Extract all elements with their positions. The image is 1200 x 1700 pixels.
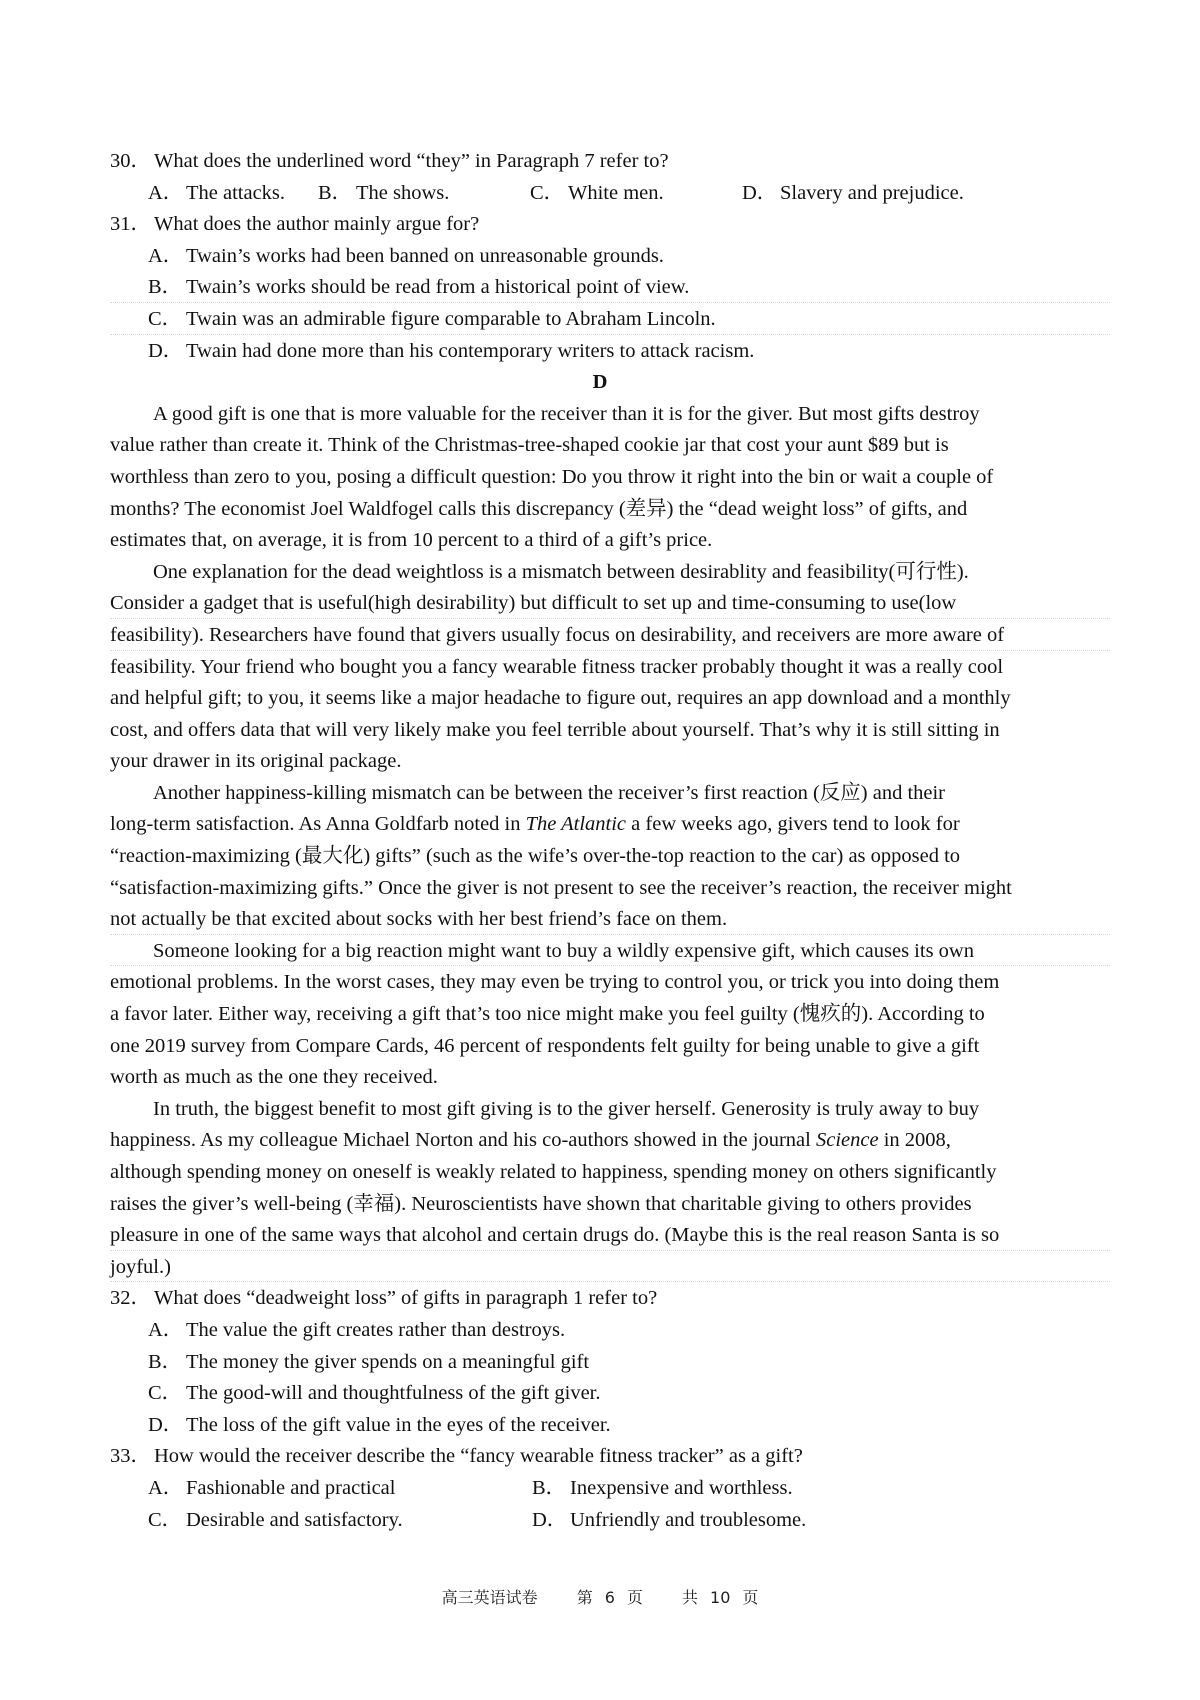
text-line: your drawer in its original package.: [110, 750, 402, 773]
section-title: D: [592, 371, 608, 394]
text-line: a favor later. Either way, receiving a gift that’s too nice might make you feel guilty (愧疚的). According to: [110, 1003, 985, 1026]
option-b: B． Inexpensive and worthless.: [532, 1476, 793, 1499]
text-line: cost, and offers data that will very likely make you feel terrible about yourself. That’s why it is still sitting in: [110, 718, 1000, 741]
question-text: How would the receiver describe the “fancy wearable fitness tracker” as a gift?: [154, 1445, 803, 1468]
text-line: “satisfaction-maximizing gifts.” Once the giver is not present to see the receiver’s reaction, the receiver might: [110, 876, 1012, 899]
total-suffix: 页: [742, 1588, 759, 1607]
question-30-options: [110, 178, 1100, 210]
option-a: A． The value the gift creates rather than destroys.: [148, 1318, 566, 1341]
text-line: feasibility. Your friend who bought you a fancy wearable fitness tracker probably thought it was a really cool: [110, 655, 1004, 678]
question-text: What does the author mainly argue for?: [154, 213, 480, 236]
question-33-options-ab: [110, 1473, 1100, 1505]
page-prefix: 第: [576, 1588, 593, 1607]
option-c: C． White men.: [530, 181, 664, 204]
text-line: One explanation for the dead weightloss is a mismatch between desirablity and feasibility(可行性).: [153, 560, 969, 583]
text-line: value rather than create it. Think of the Christmas-tree-shaped cookie jar that cost your aunt $89 but is: [110, 434, 949, 457]
passage-paragraph-4: [110, 936, 1100, 1094]
question-31: [110, 209, 1100, 241]
text-line: happiness. As my colleague Michael Norton and his co-authors showed in the journal Science in 2008,: [110, 1129, 951, 1152]
passage-paragraph-3: [110, 778, 1100, 936]
text-line: worthless than zero to you, posing a difficult question: Do you throw it right into the bin or wait a couple of: [110, 465, 994, 488]
text-line: estimates that, on average, it is from 10 percent to a third of a gift’s price.: [110, 529, 713, 552]
option-b: B． The money the giver spends on a meaningful gift: [148, 1350, 590, 1373]
text-line: raises the giver’s well-being (幸福). Neuroscientists have shown that charitable giving to others provides: [110, 1192, 972, 1215]
exam-page: [110, 146, 1100, 1536]
question-33-options-cd: [110, 1505, 1100, 1537]
text-line: months? The economist Joel Waldfogel calls this discrepancy (差异) the “dead weight loss” of gifts, and: [110, 497, 968, 520]
option-d: D． Twain had done more than his contemporary writers to attack racism.: [148, 339, 755, 362]
text-line: emotional problems. In the worst cases, they may even be trying to control you, or trick you into doing them: [110, 971, 1000, 994]
publication-title: The Atlantic: [525, 813, 627, 836]
question-number: 32．: [110, 1287, 151, 1310]
option-c: C． The good-will and thoughtfulness of the gift giver.: [148, 1382, 601, 1405]
text-line: Consider a gadget that is useful(high desirability) but difficult to set up and time-consuming to use(low: [110, 588, 1100, 620]
question-32: [110, 1283, 1100, 1315]
passage-paragraph-2: [110, 557, 1100, 778]
text-line: Another happiness-killing mismatch can be between the receiver’s first reaction (反应) and their: [153, 781, 946, 804]
passage-paragraph-5: [110, 1094, 1100, 1284]
text-line: joyful.): [110, 1252, 1100, 1284]
text-line: not actually be that excited about socks with her best friend’s face on them.: [110, 904, 1100, 936]
question-30: [110, 146, 1100, 178]
text-line: one 2019 survey from Compare Cards, 46 percent of respondents felt guilty for being unable to give a gift: [110, 1034, 980, 1057]
question-text: What does “deadweight loss” of gifts in paragraph 1 refer to?: [154, 1287, 658, 1310]
total-pages: 10: [710, 1588, 731, 1607]
text-line: feasibility). Researchers have found that givers usually focus on desirability, and receivers are more aware of: [110, 620, 1100, 652]
text-line: A good gift is one that is more valuable for the receiver than it is for the giver. But most gifts destroy: [153, 402, 980, 425]
text-line: pleasure in one of the same ways that alcohol and certain drugs do. (Maybe this is the real reason Santa is so: [110, 1220, 1100, 1252]
option-c: C． Twain was an admirable figure comparable to Abraham Lincoln.: [110, 304, 1100, 336]
text-line: although spending money on oneself is weakly related to happiness, spending money on others significantly: [110, 1161, 997, 1183]
question-number: 30．: [110, 150, 151, 172]
option-d: D． Unfriendly and troublesome.: [532, 1508, 807, 1531]
question-33: [110, 1441, 1100, 1473]
option-a: A． Fashionable and practical: [148, 1476, 396, 1499]
exam-name: 高三英语试卷: [441, 1588, 538, 1607]
text-line: worth as much as the one they received.: [110, 1066, 438, 1089]
option-d: D． The loss of the gift value in the eyes of the receiver.: [148, 1413, 611, 1436]
option-b: B． The shows.: [318, 181, 450, 204]
total-prefix: 共: [682, 1588, 699, 1607]
text-line: In truth, the biggest benefit to most gift giving is to the giver herself. Generosity is truly away to buy: [153, 1097, 980, 1120]
text-line: and helpful gift; to you, it seems like a major headache to figure out, requires an app download and a monthly: [110, 687, 1011, 710]
question-number: 33．: [110, 1445, 151, 1468]
text-line: “reaction-maximizing (最大化) gifts” (such as the wife’s over-the-top reaction to the car) as opposed to: [110, 845, 961, 868]
page-footer: [0, 1585, 1200, 1608]
option-a: A． The attacks.: [148, 181, 286, 204]
journal-title: Science: [815, 1129, 879, 1152]
page-suffix: 页: [626, 1588, 643, 1607]
page-number: 6: [604, 1588, 615, 1607]
question-number: 31．: [110, 213, 151, 236]
option-d: D． Slavery and prejudice.: [742, 181, 964, 204]
text-line: long-term satisfaction. As Anna Goldfarb noted in The Atlantic a few weeks ago, givers tend to look for: [110, 813, 960, 836]
option-a: A． Twain’s works had been banned on unreasonable grounds.: [148, 244, 664, 267]
text-line: Someone looking for a big reaction might want to buy a wildly expensive gift, which causes its own: [110, 936, 1100, 968]
question-text: What does the underlined word “they” in Paragraph 7 refer to?: [154, 150, 669, 172]
option-c: C． Desirable and satisfactory.: [148, 1508, 403, 1531]
passage-paragraph-1: [110, 399, 1100, 557]
option-b: B． Twain’s works should be read from a historical point of view.: [110, 272, 1100, 304]
